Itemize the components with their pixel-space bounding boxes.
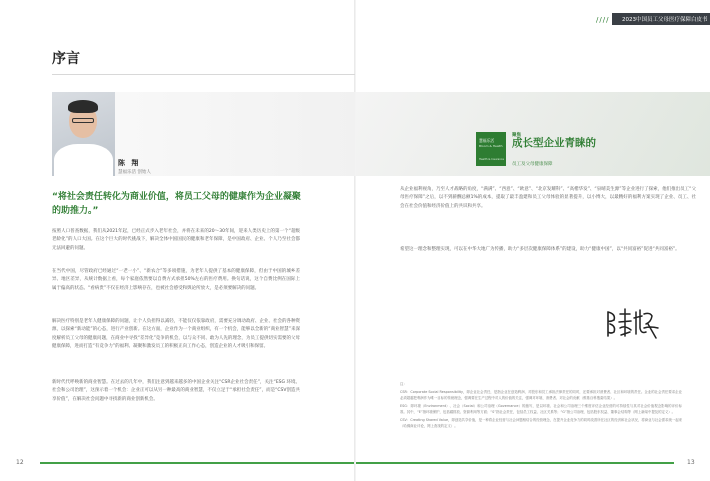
body-paragraph-4: 新时代代呼唤新的商业智慧。在过去的几年中，我们注意到越来越多的中国企业关注“CSR企业社会责任”，关注“ESG 环境、社会和公司治理”，这预示着一个机会：企业正可以从另一种最高的商业智慧，不仅立足于“承担社会责任”，而是“CSV创造共享价值”，在解决社会问题中寻找新的商业创新机会。 <box>52 380 300 402</box>
photo-hair <box>68 100 98 113</box>
footer-bar-right <box>356 462 674 464</box>
right-paragraph-2: 希望这一理念和整理实现，可以在中华大地广为传播，助力“多层次健康保障体系”的建设，助力“健康中国”，以“共同富裕”促进“共同富裕”。 <box>400 247 680 252</box>
title-divider <box>52 74 355 75</box>
page-number-left: 12 <box>16 459 24 466</box>
author-name: 陈 翔 <box>118 159 141 167</box>
report-title: 2023中国员工父母医疗保障白皮书 <box>622 17 708 23</box>
body-paragraph-2: 在当代中国，尽管政府已经通过“一老一小”、“新农合”等多项措施，为老年人提供了基本的健康保障，但由于中国的城乡差异、地区差异，从统计数据上看，每个家庭依然要以自费方式承担50%左右的医疗费用。换句话说，这个自费比例在国际上属于偏高的状态。“看病贵”不仅在经济上影响存在，也被社会感受和舆论所放大，是必须要解决的问题。 <box>52 269 300 291</box>
brand-logo-tagline: Health & Insurance <box>479 158 504 161</box>
author-role: 慧福乐活 创始人 <box>118 170 151 175</box>
footnote-csv: CSV：Creating Shared Value，即创造共享价值，是一种将企业经营与社会问题相结合的经营理念，在提升企业竞争力的同时改善所在社区的经济和社会状况，将商业与社会需求统一起来（哈佛商业评论，网上查找的定义）。 <box>400 417 683 428</box>
banner-tag: 聚焦 <box>512 133 521 138</box>
footer-bar-left <box>40 462 354 464</box>
photo-torso <box>54 144 113 176</box>
footnote-esg: ESG：即环境（Environment）、社会（Social）和公司治理（Governance）的缩写，是以环境、社会和公司治理三个维度评估企业经营的可持续性与其对社会价值观念影响的评价标准。其中，“E”指环境保护，包括碳排放、资源利用等方面；“S”指社会责任，包括员工权益、社区关系等；“G”指公司治理，包括股东权益、董事会结构等（网上新闻中提及的定义）。 <box>400 403 682 414</box>
brand-logo-subtext: Bloom & Health <box>479 144 503 148</box>
photo-glasses <box>72 118 94 123</box>
author-photo <box>52 92 115 176</box>
footnote-csr: CSR：Corporate Social Responsibility，即企业社会责任，是指企业在创造利润、对股东和员工承担法律责任的同时，还要承担对消费者、社区和环境的责任。企业的社会责任要求企业必须超越把利润作为唯一目标的传统理念，强调要在生产过程中对人的价值的关注，强调对环境、消费者、对社会的贡献（维基百科搜索结果）。 <box>400 389 682 400</box>
body-paragraph-3: 解决医疗特别是老年人健康保障的问题，让个人负担得以减轻，不能仅仅依靠政府，需要充分调动政府、企业、社会的各种资源，以探索“新动能”的心态，进行产业创新。在这方面，企业作为一个商业组织，有一个机会，能够以全新的“商业智慧”来深度解析员工父母的健康问题，在商业中寻找“差异化”竞争的机会，以与众不同、敢为人先的理念，为员工提供切实需要的父母健康保障，进而打造“有竞争力”的福利、凝聚和激发员工的积极正向工作心态，创造企业的人才吸引和保留。 <box>52 319 300 349</box>
header-decoration: //// <box>596 16 610 24</box>
footnote-heading: 注： <box>400 382 407 386</box>
banner-subline: 员工及父母健康保障 <box>512 162 553 167</box>
page-number-right: 13 <box>687 459 695 466</box>
banner-headline: 成长型企业青睐的 <box>512 137 596 149</box>
footnotes <box>400 381 682 430</box>
signature <box>604 306 660 342</box>
right-paragraph-1: 从企业福利视角，乃至人才战略的角度，“满满”、“西意”、“欧意”、“北京发耀科”、“高楷华发”、“泉晴美生源”等企业进行了探索，他们推出员工“父母医疗保障”之后，以不到薪酬总额1%的成本，提取了最丰盈建和员工父母体验的显著提升，以小博大，以最精好的福利方案实现了企业、员工、社会在社会价值和经济价值上的共识和共享。 <box>400 187 696 209</box>
pull-quote: “将社会责任转化为商业价值，将员工父母的健康作为企业凝聚的助推力。” <box>52 192 301 216</box>
section-title: 序言 <box>52 51 80 67</box>
page-spine <box>354 0 356 481</box>
brand-logo-text: 慧福乐活 <box>479 138 495 143</box>
body-paragraph-1: 按照人口普查数据，我们从2021年起，已经正式步入老年社会，并将在未来的20～30年间，迎来人类历史上的第一个“超级老龄化”的人口大国。在这个巨大的时代挑战下，解决全体中国国民的健康和老年保障，是中国政府、企业、个人乃至社会都无法回避的问题。 <box>52 229 300 251</box>
